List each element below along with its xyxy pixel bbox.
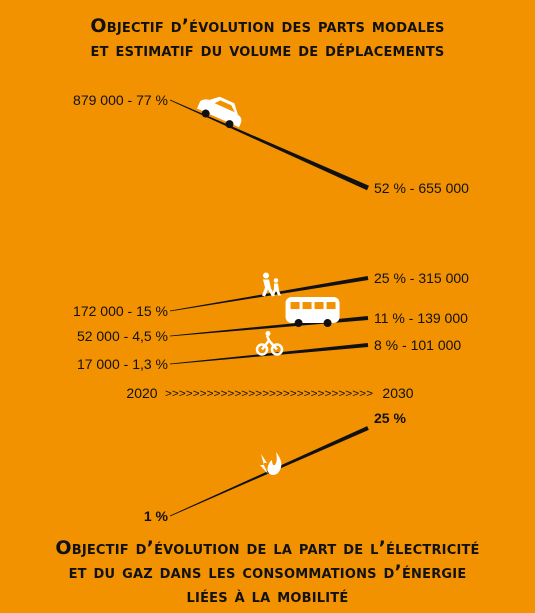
series-start-label-0: 879 000 - 77 % bbox=[73, 92, 168, 108]
bottom-title-line-3: liées à la mobilité bbox=[186, 585, 349, 607]
x-tick-2030: 2030 bbox=[382, 385, 414, 401]
series-line-3 bbox=[170, 343, 368, 364]
series-line-0 bbox=[170, 100, 369, 191]
series-start-label-3: 17 000 - 1,3 % bbox=[76, 356, 168, 372]
series-end-label-1: 25 % - 315 000 bbox=[374, 270, 469, 286]
bottom-title-line-2: et du gaz dans les consommations d’énergie bbox=[68, 561, 467, 583]
series-start-label-1: 172 000 - 15 % bbox=[73, 303, 168, 319]
top-title-line-1: Objectif d’évolution des parts modales bbox=[90, 15, 445, 37]
series-end-label-2: 11 % - 139 000 bbox=[374, 310, 468, 326]
bottom-chart-title bbox=[0, 536, 535, 608]
walker-icon bbox=[262, 273, 281, 297]
bottom-chart-marks bbox=[144, 410, 407, 524]
x-tick-2020: 2020 bbox=[126, 385, 158, 401]
energy-end-label: 25 % bbox=[374, 410, 406, 426]
electricity-gas-icon bbox=[260, 452, 281, 475]
top-title-line-2: et estimatif du volume de déplacements bbox=[90, 39, 445, 61]
series-start-label-2: 52 000 - 4,5 % bbox=[76, 328, 168, 344]
car-icon bbox=[195, 90, 247, 132]
bottom-title-line-1: Objectif d’évolution de la part de l’électricité bbox=[55, 537, 480, 559]
bicycle-icon bbox=[257, 331, 282, 355]
bus-icon bbox=[286, 297, 340, 327]
series-end-label-0: 52 % - 655 000 bbox=[374, 180, 469, 196]
energy-start-label: 1 % bbox=[143, 508, 168, 524]
x-axis-arrows: >>>>>>>>>>>>>>>>>>>>>>>>>>>>>> bbox=[165, 388, 373, 400]
top-chart-marks bbox=[73, 90, 469, 401]
series-end-label-3: 8 % - 101 000 bbox=[374, 337, 462, 353]
